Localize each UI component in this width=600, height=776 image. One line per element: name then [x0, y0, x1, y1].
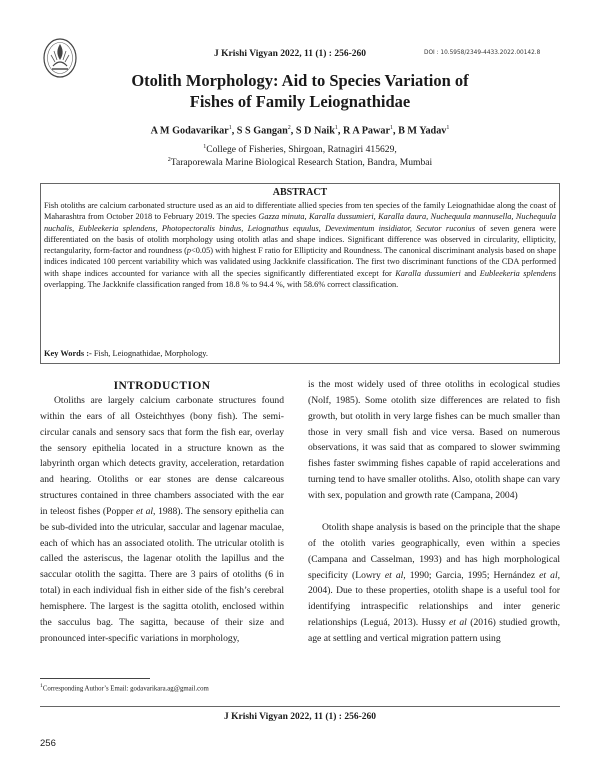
affiliation-2: $^2$Taraporewala Marine Biological Research Station, Bandra, Mumbai — [167, 157, 433, 169]
intro-column-2-paragraph-2: Otolith shape analysis is based on the principle that the shape of the otolith varies geographically, even within a species (Campana and Casselman, 1993) and has high morphological specificity (Lowry et al, 1990; Garcia, 1995; Hernández et al, 2004). Due to these properties, otolith shape is a useful tool for identifying intraspecific relationships and inter generic relationships (Leguá, 2013). Hussy et al (2016) studied growth, age at settling and vertical migration pattern using — [308, 522, 561, 644]
intro-column-2-paragraph-1: is the most widely used of three otoliths in ecological studies (Nolf, 1985). Some otolith size differences are related to fish growth, but otolith in very large fishes can be much smaller than those in very small fish and vice versa. Based on numerous observations, it was said that as compared to slower swimming fishes faster swimming fishes capable of rapid accelerations and turning tend to have smaller otoliths. Also, otolith shape can vary with sex, population and growth rate (Campana, 2004) — [308, 379, 560, 501]
author-list: A M Godavarikar$^1$, S S Gangan$^2$, S D Naik$^1$, R A Pawar$^1$, B M Yadav$^1$ — [150, 125, 450, 137]
corresponding-author-footnote: $^1$Corresponding Author’s Email: godavarikara.ag@gmail.com — [40, 683, 209, 693]
author-affiliation-mark: 1 — [228, 125, 232, 131]
page-number: 256 — [40, 738, 56, 749]
keywords-label: Key Words :- — [44, 349, 92, 358]
author-affiliation-mark: 2 — [287, 125, 291, 131]
footnote-divider — [40, 678, 150, 679]
journal-header: J Krishi Vigyan 2022, 11 (1) : 256-260 — [214, 49, 367, 59]
author-name: B M Yadav — [398, 125, 447, 137]
introduction-heading: INTRODUCTION — [113, 380, 211, 392]
title-line-1: Otolith Morphology: Aid to Species Variation of — [131, 71, 469, 90]
footer-journal: J Krishi Vigyan 2022, 11 (1) : 256-260 — [223, 712, 376, 722]
author-name: A M Godavarikar — [150, 125, 229, 137]
abstract-heading: ABSTRACT — [272, 187, 328, 198]
author-affiliation-mark: 1 — [390, 125, 393, 131]
keywords — [44, 349, 208, 358]
intro-column-1-paragraph: Otoliths are largely calcium carbonate structures found within the ears of all Osteichthyes (bony fish). The semi-circular canals and sensory sacs that form the fish ear, overlay the sensory epithelia located in a structure known as the labyrinth organ which detects gravity, acceleration, retardation and hearing. Otoliths or ear stones are dense calcareous structures contained in three chambers associated with the ear in teleost fishes (Popper et al, 1988). The sensory epithelia can be sub-divided into the utricular, saccular and lagenar maculae, each of which has an associated otolith. The utricular otolith is called the asteriscus, the lagenar otolith the lapillus and the saccular otolith the sagitta. There are 3 pairs of otoliths (6 in total) in each individual fish in either side of the fish’s cerebral hemisphere. The largest is the sagitta otolith, enclosed within the sacculus bag. The sagitta, because of their size and pronounced inter-specific variations in morphology, — [40, 395, 284, 644]
doi-label: DOI : 10.5958/2349-4433.2022.00142.8 — [424, 50, 541, 56]
keywords-value: Fish, Leiognathidae, Morphology. — [91, 349, 209, 358]
author-name: S D Naik — [295, 125, 335, 137]
affiliation-1: $^1$College of Fisheries, Shirgoan, Ratnagiri 415629, — [203, 144, 397, 156]
author-name: S S Gangan — [236, 125, 288, 137]
footer-divider — [40, 706, 560, 707]
species-list: Gazza minuta, Karalla dussumieri, Karalla daura, Nuchequula mannusella, Nuchequula nuchalis, Eubleekeria splendens, Photopectoralis bindus, Leiognathus equulus, Deveximentum insidiator, Secutor ruconius — [44, 212, 556, 233]
author-affiliation-mark: 1 — [446, 125, 450, 131]
abstract-text: Fish otoliths are calcium carbonated structure used as an aid to differentiate allied species from ten species of the family Leiognathidae along the coast of Maharashtra from October 2018 to February 2019. The species Gazza minuta, Karalla dussumieri, Karalla daura, Nuchequula mannusella, Nuchequula nuchalis, Eubleekeria splendens, Photopectoralis bindus, Leiognathus equulus, Deveximentum insidiator, Secutor ruconius of seven genera were differentiated on the basis of otolith morphology using otolith atlas and shape indices. Significant difference was observed in circularity, ellipticity, rectangularity, form-factor and roundness (p<0.05) with highest F ratio for Ellipticity and Roundness. The canonical discriminant analysis based on shape indices indicated 100 percent variability which was validated using Jackknife classification. The first two discriminant functions of the CDA performed with shape indices accounted for variance with all the species significantly differentiated except for Karalla dussumieri and Eubleekeria splendens overlapping. The Jackknife classification ranged from 18.8 % to 94.4 %, with 58.6% correct classification. — [44, 201, 557, 290]
article-title — [60, 70, 540, 112]
author-affiliation-mark: 1 — [334, 125, 338, 131]
title-line-2: Fishes of Family Leiognathidae — [189, 92, 411, 111]
author-name: R A Pawar — [343, 125, 390, 137]
